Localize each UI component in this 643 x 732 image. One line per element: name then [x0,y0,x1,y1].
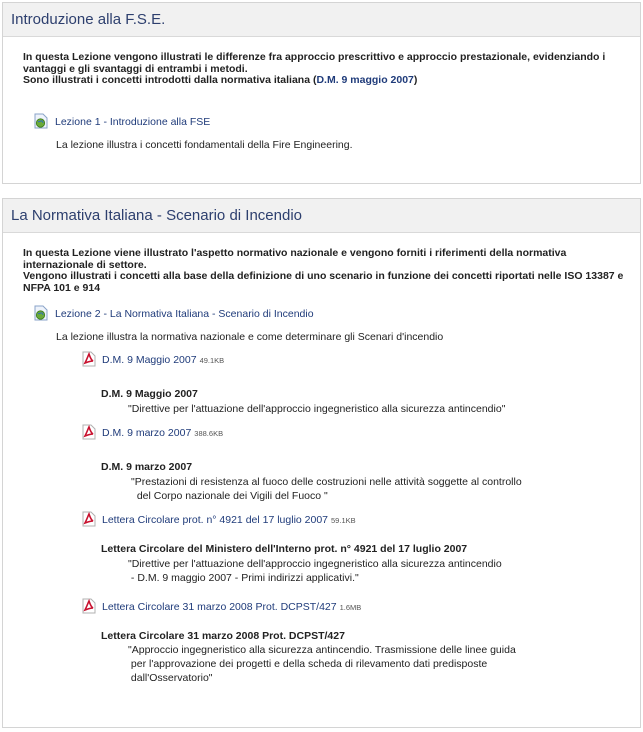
lesson-label[interactable]: Lezione 2 - La Normativa Italiana - Scenario di Incendio [55,308,314,320]
lesson-2-link[interactable] [33,305,373,323]
lesson-label[interactable]: Lezione 1 - Introduzione alla FSE [55,116,211,128]
attachment-name[interactable]: Lettera Circolare 31 marzo 2008 Prot. DCPST/427 [102,601,337,613]
document-title: D.M. 9 marzo 2007 [101,461,193,473]
file-size: 1.6MB [339,603,362,612]
lesson-description: La lezione illustra la normativa nazionale e come determinare gli Scenari d'incendio [56,331,444,343]
lesson-1-link[interactable] [33,113,333,131]
attachment-name[interactable]: D.M. 9 Maggio 2007 [102,354,197,366]
dm-link[interactable]: D.M. 9 maggio 2007 [316,74,414,86]
globe-document-icon [33,305,49,321]
document-description: "Direttive per l'attuazione dell'approccio ingegneristico alla sicurezza antincendio" [128,403,506,415]
document-description: "Approccio ingegneristico alla sicurezza antincendio. Trasmissione delle linee guida per l'approvazione dei progetti e della scheda di rilevamento dati predisposte dall'Osservatorio" [128,644,516,684]
section-normativa [2,198,641,728]
section-intro [23,248,636,294]
file-size: 388.6KB [194,429,224,438]
pdf-icon [82,598,96,614]
file-size: 49.1KB [199,356,225,365]
intro-line-2: Vengono illustrati i concetti alla base della definizione di uno scenario in funzione dei concetti riportati nelle ISO 13387 e NFPA 101 e 914 [23,270,624,294]
document-title: Lettera Circolare 31 marzo 2008 Prot. DCPST/427 [101,630,345,642]
document-title: D.M. 9 Maggio 2007 [101,388,198,400]
document-description: "Prestazioni di resistenza al fuoco delle costruzioni nelle attività soggette al controllo del Corpo nazionale dei Vigili del Fuoco " [131,476,522,502]
section-introduzione [2,2,641,184]
file-size: 59.1KB [331,516,356,525]
intro-line-1: In questa Lezione vengono illustrati le differenze fra approccio prescrittivo e approccio prestazionale, evidenziando i vantaggi e gli svantaggi di entrambi i metodi. [23,51,606,75]
pdf-icon [82,511,96,527]
document-description: "Direttive per l'attuazione dell'approccio ingegneristico alla sicurezza antincendio - D.M. 9 maggio 2007 - Primi indirizzi applicativi." [128,558,502,584]
section-intro [23,52,636,87]
lesson-description: La lezione illustra i concetti fondamentali della Fire Engineering. [56,139,353,151]
document-title: Lettera Circolare del Ministero dell'Interno prot. n° 4921 del 17 luglio 2007 [101,543,468,555]
attachment-name[interactable]: Lettera Circolare prot. n° 4921 del 17 luglio 2007 [102,514,329,526]
pdf-icon [82,424,96,440]
globe-document-icon [33,113,49,129]
section-title: La Normativa Italiana - Scenario di Incendio [3,199,640,233]
pdf-icon [82,351,96,367]
intro-line-2: Sono illustrati i concetti introdotti dalla normativa italiana (D.M. 9 maggio 2007) [23,74,418,86]
attachment-name[interactable]: D.M. 9 marzo 2007 [102,427,192,439]
intro-line-1: In questa Lezione viene illustrato l'aspetto normativo nazionale e vengono forniti i riferimenti della normativa internazionale di settore. [23,247,567,271]
section-title: Introduzione alla F.S.E. [3,3,640,37]
